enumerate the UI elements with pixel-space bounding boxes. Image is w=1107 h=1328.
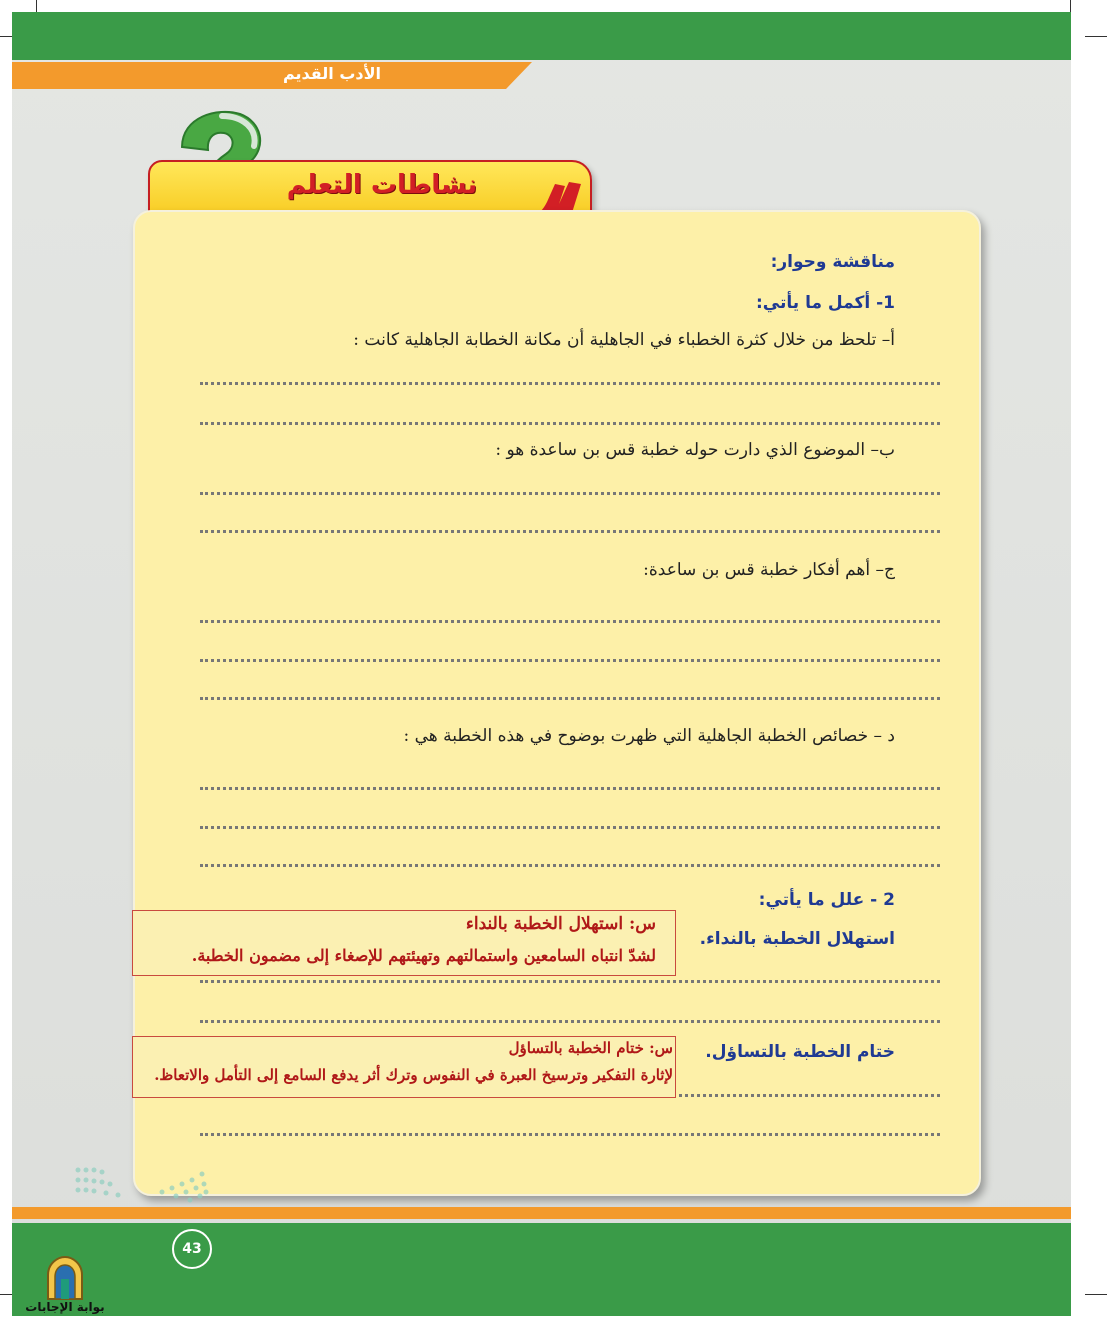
question-1c: ج– أهم أفكار خطبة قس بن ساعدة: <box>643 560 895 580</box>
section-heading: مناقشة وحوار: <box>770 252 895 272</box>
page-number: 43 <box>172 1229 212 1269</box>
answer-line[interactable] <box>200 382 940 385</box>
answer-line[interactable] <box>200 864 940 867</box>
question-2-item-2: ختام الخطبة بالتساؤل. <box>705 1042 895 1062</box>
question-1-heading: 1- أكمل ما يأتي: <box>756 293 895 313</box>
question-2-item-1: استهلال الخطبة بالنداء. <box>699 929 895 949</box>
question-1d: د – خصائص الخطبة الجاهلية التي ظهرت بوضوح في هذه الخطبة هي : <box>403 726 895 746</box>
answer-line[interactable] <box>200 787 940 790</box>
question-1b: ب– الموضوع الذي دارت حوله خطبة قس بن ساعدة هو : <box>495 440 895 460</box>
answer-line[interactable] <box>200 422 940 425</box>
answer-line[interactable] <box>200 530 940 533</box>
answer-line[interactable] <box>200 492 940 495</box>
answer-line[interactable] <box>200 620 940 623</box>
question-2-heading: 2 - علل ما يأتي: <box>758 890 895 910</box>
bottom-orange-bar <box>12 1207 1071 1219</box>
answer-line[interactable] <box>200 1133 940 1136</box>
unit-title: الأدب القديم <box>282 64 382 83</box>
answer-line[interactable] <box>200 826 940 829</box>
portal-logo-icon <box>42 1255 88 1301</box>
crop-mark <box>1085 36 1107 37</box>
answer-line[interactable] <box>200 697 940 700</box>
portal-name: بوابة الإجابات <box>25 1300 105 1314</box>
top-green-bar <box>12 12 1071 60</box>
answer-1-title: س: استهلال الخطبة بالنداء <box>465 914 656 934</box>
answer-line[interactable] <box>200 659 940 662</box>
crop-mark <box>1085 1294 1107 1295</box>
answer-2-text: لإثارة التفكير وترسيخ العبرة في النفوس وترك أثر يدفع السامع إلى التأمل والاتعاظ. <box>154 1066 673 1084</box>
bottom-green-bar <box>12 1223 1071 1316</box>
answer-1-text: لشدّ انتباه السامعين واستمالتهم وتهيئتهم للإصغاء إلى مضمون الخطبة. <box>191 946 656 965</box>
ministry-watermark-icon <box>72 1162 212 1212</box>
answer-line[interactable] <box>200 980 940 983</box>
textbook-page <box>12 12 1071 1316</box>
answer-2-title: س: ختام الخطبة بالتساؤل <box>508 1039 673 1057</box>
banner-title: نشاطات التعلم <box>286 170 478 200</box>
question-1a: أ– تلحظ من خلال كثرة الخطباء في الجاهلية أن مكانة الخطابة الجاهلية كانت : <box>353 330 895 350</box>
answer-line[interactable] <box>200 1020 940 1023</box>
